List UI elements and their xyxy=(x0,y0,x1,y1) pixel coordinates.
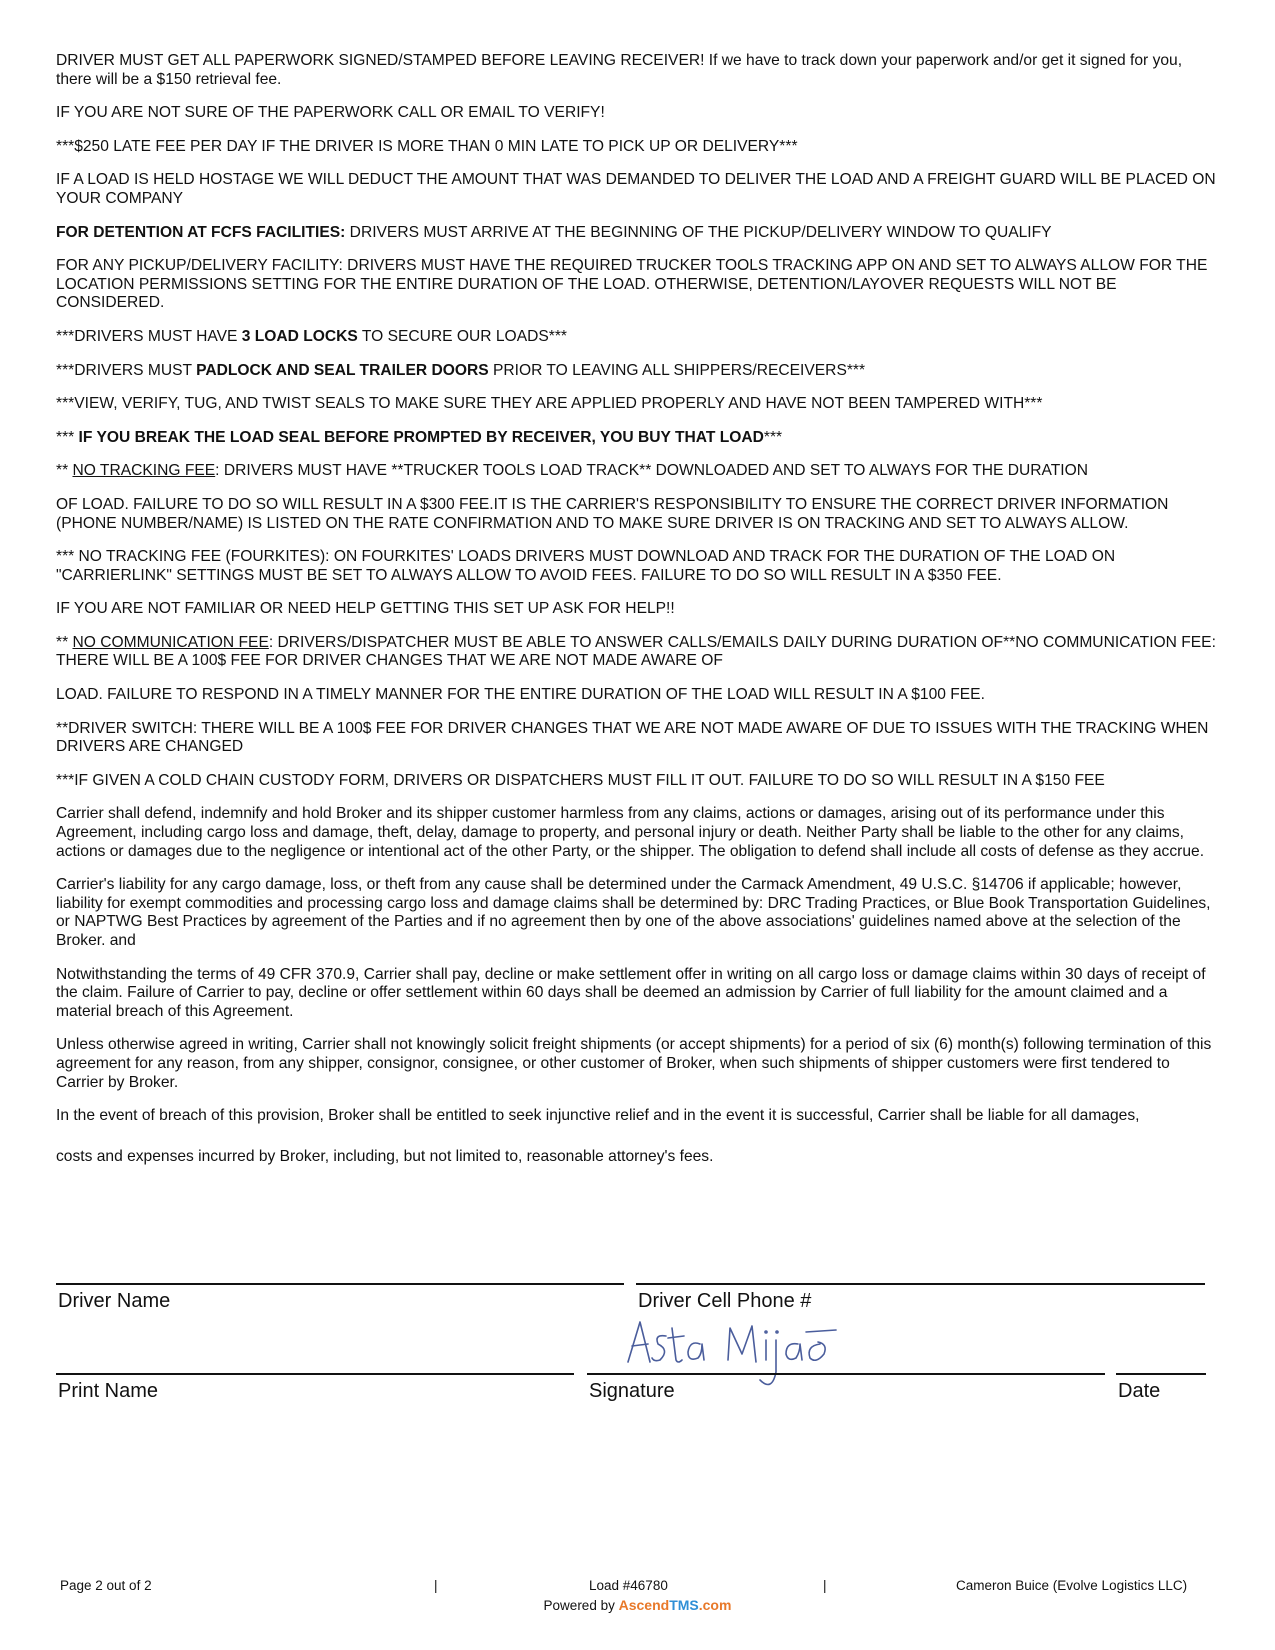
paragraph: ***VIEW, VERIFY, TUG, AND TWIST SEALS TO MAKE SURE THEY ARE APPLIED PROPERLY AND HAVE NOT BEEN TAMPERED WITH*** xyxy=(56,395,1043,413)
paragraph: Unless otherwise agreed in writing, Carrier shall not knowingly solicit freight shipments (or accept shipments) for a period of six (6) month(s) following termination of this agreement for any reason, from any shipper, consignor, consignee, or other customer of Broker, when such shipments of shipper customers were first tendered to Carrier by Broker. xyxy=(56,1036,1212,1091)
paragraph: Carrier shall defend, indemnify and hold Broker and its shipper customer harmless from any claims, actions or damages, arising out of its performance under this Agreement, including cargo loss and damage, theft, delay, damage to property, and personal injury or death. Neither Party shall be liable to the other for any claims, actions or damages due to the negligence or intentional act of the other Party, or the shipper. The obligation to defend shall include all costs of defense as they accrue. xyxy=(56,805,1205,860)
paragraph: ***IF GIVEN A COLD CHAIN CUSTODY FORM, DRIVERS OR DISPATCHERS MUST FILL IT OUT. FAILURE TO DO SO WILL RESULT IN A $150 FEE xyxy=(56,771,1105,789)
paragraph: *** IF YOU BREAK THE LOAD SEAL BEFORE PROMPTED BY RECEIVER, YOU BUY THAT LOAD*** xyxy=(56,428,783,446)
print-name-line[interactable] xyxy=(56,1373,574,1375)
date-label: Date xyxy=(1118,1380,1161,1402)
paragraph: *** NO TRACKING FEE (FOURKITES): ON FOURKITES' LOADS DRIVERS MUST DOWNLOAD AND TRACK FOR THE DURATION OF THE LOAD ON "CARRIERLINK" SETTINGS MUST BE SET TO ALWAYS ALLOW TO AVOID FEES. FAILURE TO DO SO WILL RESULT IN A $350 FEE. xyxy=(56,548,1116,584)
footer-separator: | xyxy=(823,1578,827,1593)
paragraph: DRIVER MUST GET ALL PAPERWORK SIGNED/STAMPED BEFORE LEAVING RECEIVER! If we have to track down your paperwork and/or get it signed for you, there will be a $150 retrieval fee. xyxy=(56,52,1183,88)
company-contact: Cameron Buice (Evolve Logistics LLC) xyxy=(956,1578,1188,1593)
load-number: Load #46780 xyxy=(589,1578,668,1593)
paragraph: Carrier's liability for any cargo damage, loss, or theft from any cause shall be determined under the Carmack Amendment, 49 U.S.C. §14706 if applicable; however, liability for exempt commodities and processing cargo loss and damage claims shall be determined by: DRC Trading Practices, or Blue Book Transportation Guidelines, or NAPTWG Best Practices by agreement of the Parties and if no agreement then by one of the above associations' guidelines named above at the selection of the Broker. and xyxy=(56,876,1211,949)
paragraph: IF YOU ARE NOT FAMILIAR OR NEED HELP GETTING THIS SET UP ASK FOR HELP!! xyxy=(56,600,675,618)
print-name-label: Print Name xyxy=(58,1380,159,1402)
powered-by-label: Powered by xyxy=(543,1598,615,1613)
footer-separator: | xyxy=(434,1578,438,1593)
paragraph: ***$250 LATE FEE PER DAY IF THE DRIVER IS MORE THAN 0 MIN LATE TO PICK UP OR DELIVERY*** xyxy=(56,137,798,155)
paragraph: costs and expenses incurred by Broker, including, but not limited to, reasonable attorney's fees. xyxy=(56,1147,714,1165)
date-line[interactable] xyxy=(1116,1373,1206,1375)
driver-name-line[interactable] xyxy=(56,1283,624,1285)
paragraph: OF LOAD. FAILURE TO DO SO WILL RESULT IN A $300 FEE.IT IS THE CARRIER'S RESPONSIBILITY TO ENSURE THE CORRECT DRIVER INFORMATION (PHONE NUMBER/NAME) IS LISTED ON THE RATE CONFIRMATION AND TO MAKE SURE DRIVER IS ON TRACKING AND SET TO ALWAYS ALLOW. xyxy=(56,495,1169,532)
powered-by xyxy=(0,1597,1275,1613)
terms-body xyxy=(56,52,1220,1181)
paragraph: In the event of breach of this provision, Broker shall be entitled to seek injunctive relief and in the event it is successful, Carrier shall be liable for all damages, xyxy=(56,1107,1140,1125)
paragraph: ** NO TRACKING FEE: DRIVERS MUST HAVE **TRUCKER TOOLS LOAD TRACK** DOWNLOADED AND SET TO ALWAYS FOR THE DURATION xyxy=(56,462,1089,480)
paragraph: FOR DETENTION AT FCFS FACILITIES: DRIVERS MUST ARRIVE AT THE BEGINNING OF THE PICKUP/DELIVERY WINDOW TO QUALIFY xyxy=(56,223,1052,241)
paragraph: Notwithstanding the terms of 49 CFR 370.9, Carrier shall pay, decline or make settlement offer in writing on all cargo loss or damage claims within 30 days of receipt of the claim. Failure of Carrier to pay, decline or offer settlement within 60 days shall be deemed an admission by Carrier of full liability for the amount claimed and a material breach of this Agreement. xyxy=(56,965,1206,1020)
paragraph: IF YOU ARE NOT SURE OF THE PAPERWORK CALL OR EMAIL TO VERIFY! xyxy=(56,104,605,122)
paragraph: FOR ANY PICKUP/DELIVERY FACILITY: DRIVERS MUST HAVE THE REQUIRED TRUCKER TOOLS TRACKING APP ON AND SET TO ALWAYS ALLOW FOR THE LOCATION PERMISSIONS SETTING FOR THE ENTIRE DURATION OF THE LOAD. OTHERWISE, DETENTION/LAYOVER REQUESTS WILL NOT BE CONSIDERED. xyxy=(56,257,1208,312)
signature-label: Signature xyxy=(589,1380,675,1402)
paragraph: **DRIVER SWITCH: THERE WILL BE A 100$ FEE FOR DRIVER CHANGES THAT WE ARE NOT MADE AWARE OF DUE TO ISSUES WITH THE TRACKING WHEN DRIVERS ARE CHANGED xyxy=(56,719,1209,756)
signature-line[interactable] xyxy=(587,1373,1105,1375)
paragraph: ***DRIVERS MUST PADLOCK AND SEAL TRAILER DOORS PRIOR TO LEAVING ALL SHIPPERS/RECEIVERS*** xyxy=(56,361,866,379)
driver-cell-label: Driver Cell Phone # xyxy=(638,1290,812,1312)
brand-logo[interactable]: AscendTMS.com xyxy=(618,1597,732,1613)
paragraph: ***DRIVERS MUST HAVE 3 LOAD LOCKS TO SECURE OUR LOADS*** xyxy=(56,327,567,345)
driver-name-label: Driver Name xyxy=(58,1290,171,1312)
paragraph: ** NO COMMUNICATION FEE: DRIVERS/DISPATCHER MUST BE ABLE TO ANSWER CALLS/EMAILS DAILY DURING DURATION OF**NO COMMUNICATION FEE: THERE WILL BE A 100$ FEE FOR DRIVER CHANGES THAT WE ARE NOT MADE AWARE OF xyxy=(56,633,1216,670)
paragraph: IF A LOAD IS HELD HOSTAGE WE WILL DEDUCT THE AMOUNT THAT WAS DEMANDED TO DELIVER THE LOAD AND A FREIGHT GUARD WILL BE PLACED ON YOUR COMPANY xyxy=(56,171,1216,207)
paragraph: LOAD. FAILURE TO RESPOND IN A TIMELY MANNER FOR THE ENTIRE DURATION OF THE LOAD WILL RESULT IN A $100 FEE. xyxy=(56,686,985,704)
driver-cell-line[interactable] xyxy=(636,1283,1205,1285)
page-number: Page 2 out of 2 xyxy=(60,1578,152,1593)
